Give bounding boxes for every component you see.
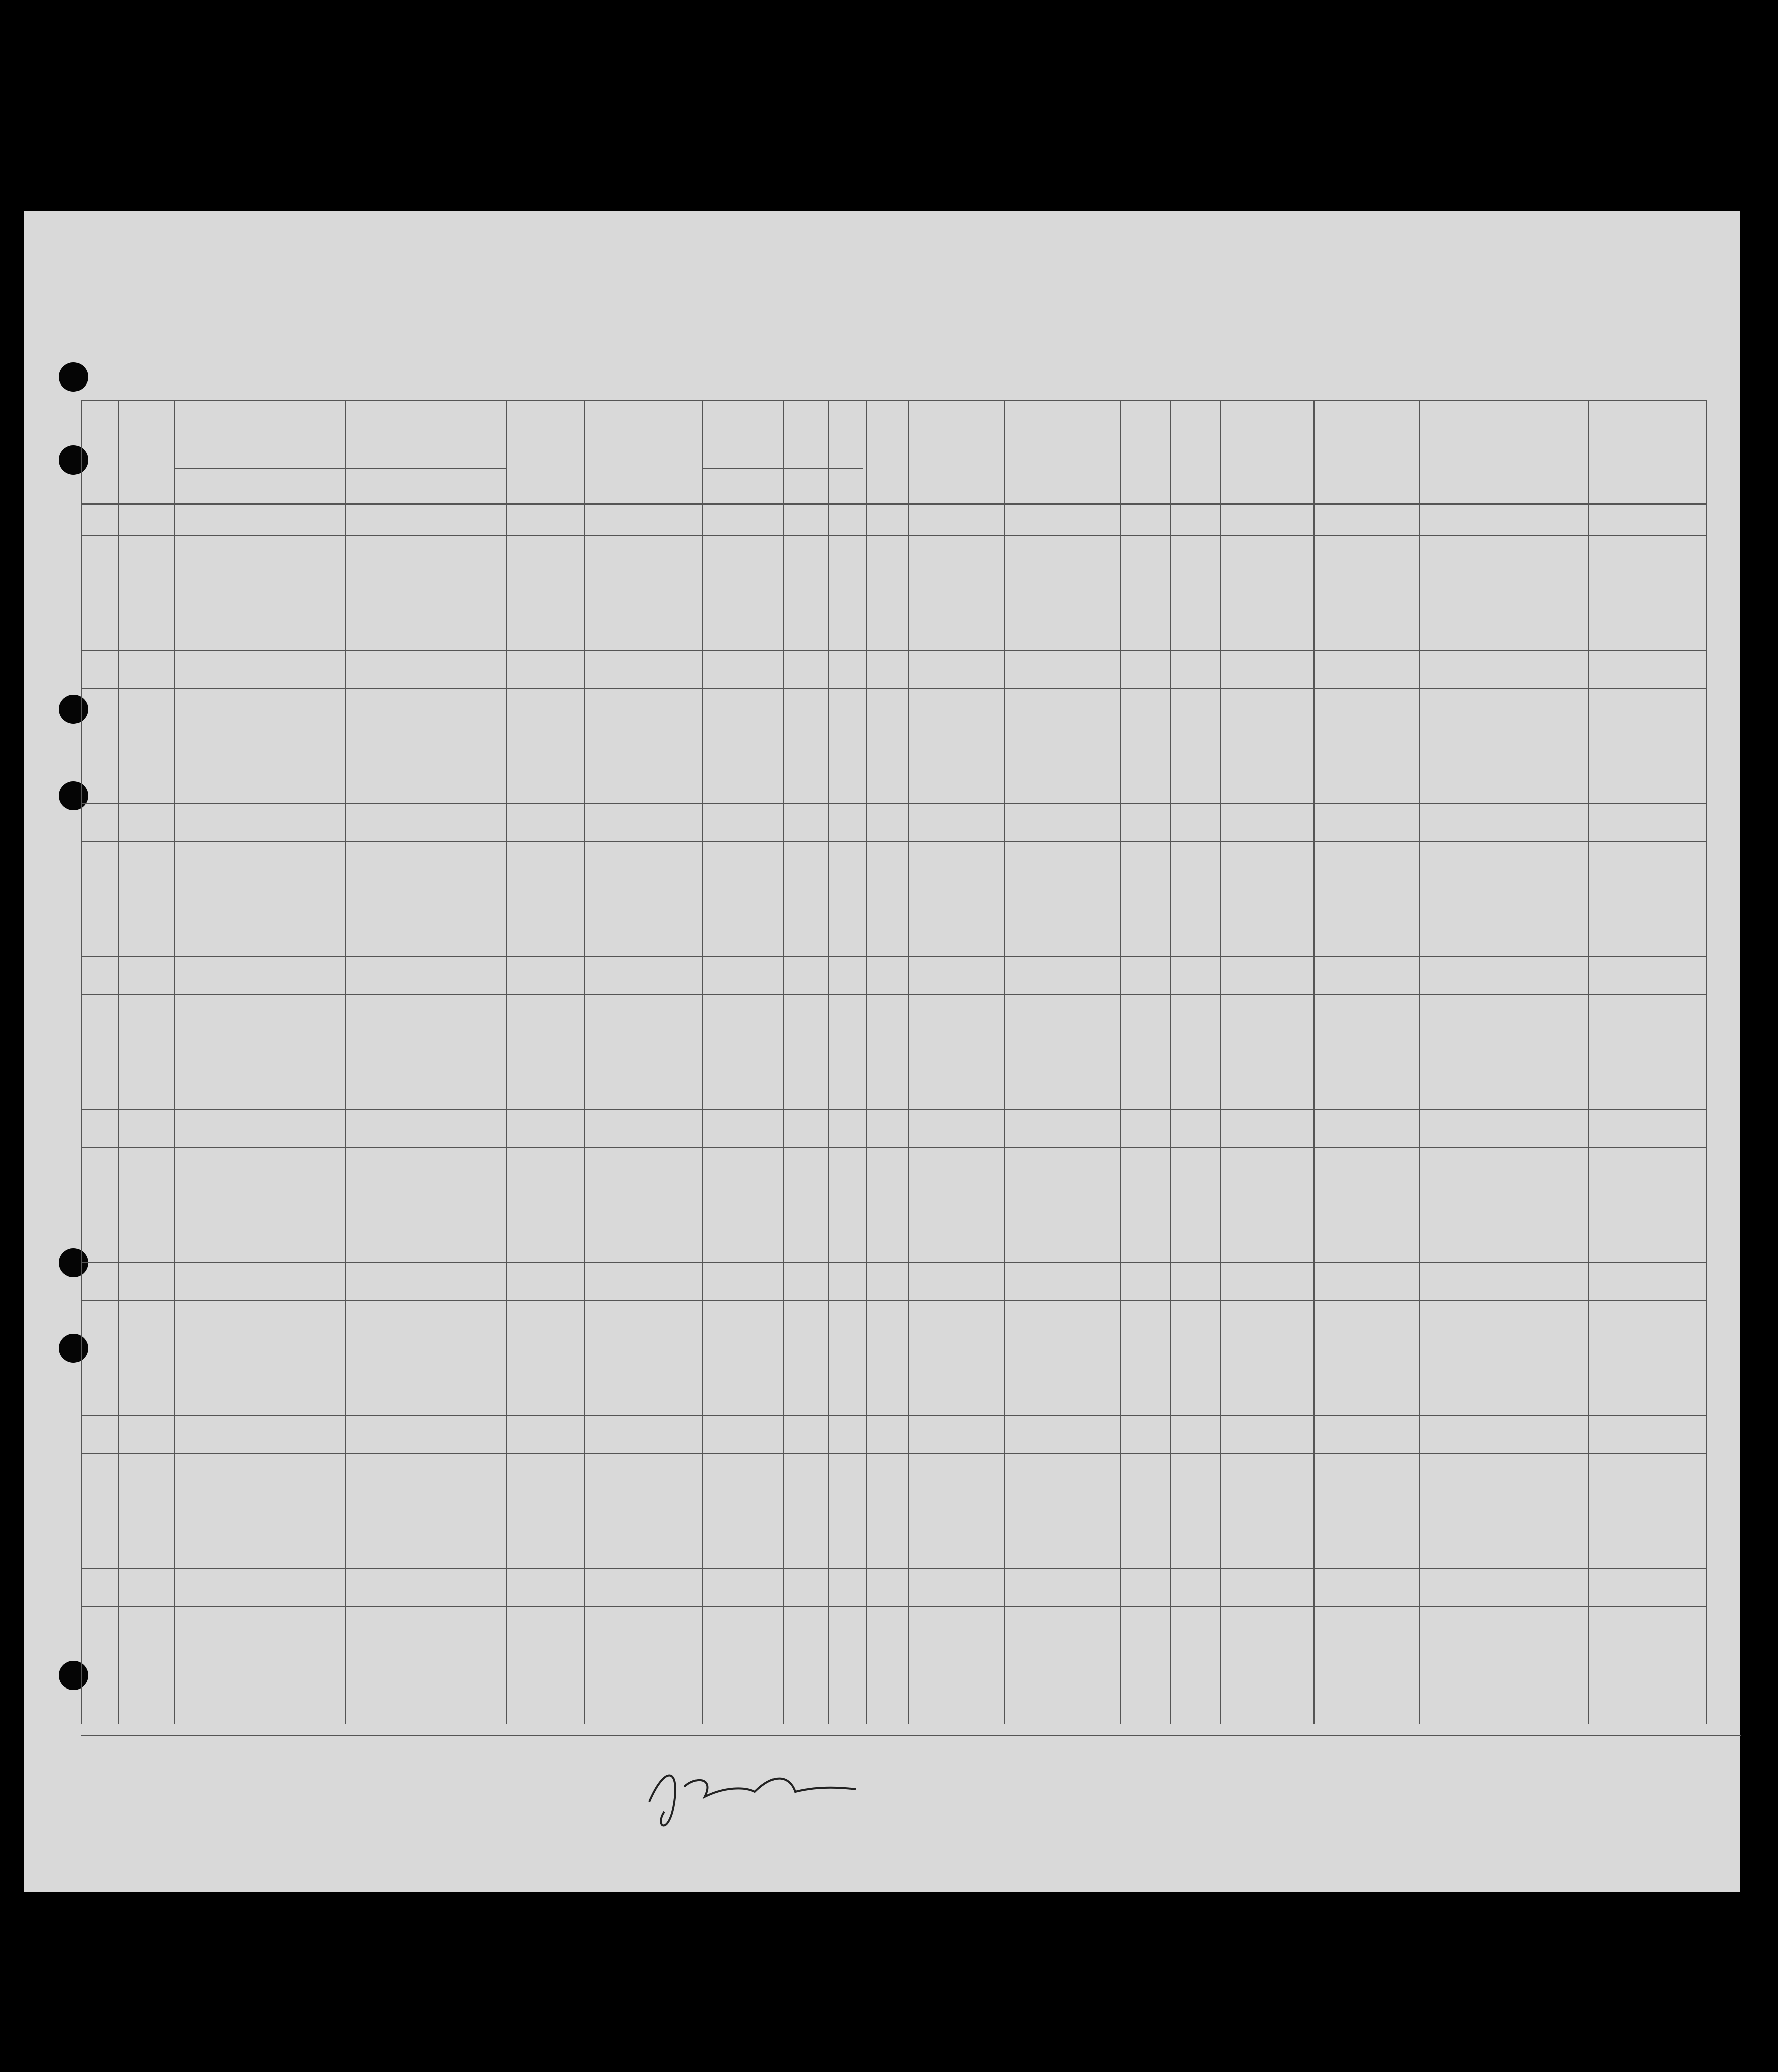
punch-hole [59, 781, 88, 810]
column-rule [702, 400, 703, 1724]
punch-hole [59, 695, 88, 724]
row-rule [81, 1109, 1706, 1110]
row-rule [81, 535, 1706, 536]
column-rule [584, 400, 585, 1724]
punch-hole [59, 1248, 88, 1277]
column-header [1220, 408, 1313, 410]
column-header [506, 408, 584, 410]
subheader-rule [174, 468, 506, 469]
row-rule [81, 1606, 1706, 1607]
footer-divider [81, 1735, 1741, 1736]
column-header [118, 408, 174, 410]
column-header [174, 408, 506, 410]
manifest-sheet [24, 211, 1740, 1892]
punch-hole [59, 445, 88, 475]
column-header [702, 408, 828, 410]
column-header [866, 408, 908, 410]
column-header [584, 408, 702, 410]
row-rule [81, 1300, 1706, 1301]
punch-hole [59, 1661, 88, 1690]
row-rule [81, 803, 1706, 804]
column-header [908, 408, 1004, 410]
column-header [1170, 408, 1220, 410]
column-rule [1706, 400, 1707, 1724]
column-header [828, 408, 866, 410]
column-rule [1313, 400, 1315, 1724]
column-rule [783, 400, 784, 1724]
agents-field [101, 1797, 116, 1814]
inspector-signature [644, 1756, 876, 1827]
subheader-rule [702, 468, 863, 469]
line-field [101, 1751, 116, 1765]
column-header [1588, 408, 1706, 410]
column-rule [908, 400, 909, 1724]
column-rule [866, 400, 867, 1724]
column-rule [174, 400, 175, 1724]
column-rule [118, 400, 119, 1724]
column-rule [1004, 400, 1005, 1724]
row-rule [81, 650, 1706, 651]
column-rule [506, 400, 507, 1724]
row-rule [81, 1568, 1706, 1569]
row-rule [81, 994, 1706, 995]
column-header [1120, 408, 1170, 410]
sheet-number [1471, 234, 1481, 248]
column-header [1419, 408, 1588, 410]
column-rule [81, 400, 82, 1724]
row-rule [81, 1415, 1706, 1416]
punch-hole [59, 1334, 88, 1363]
column-header [1004, 408, 1120, 410]
column-header [81, 408, 118, 410]
row-rule [81, 688, 1706, 689]
header-bottom-rule [81, 503, 1706, 505]
row-rule [81, 1262, 1706, 1263]
column-rule [1120, 400, 1121, 1724]
column-rule [345, 400, 346, 1724]
column-rule [1419, 400, 1420, 1724]
punch-hole [59, 362, 88, 392]
column-rule [1220, 400, 1221, 1724]
owners-field [101, 1774, 116, 1787]
column-header [1313, 408, 1419, 410]
column-rule [828, 400, 829, 1724]
row-rule [81, 1453, 1706, 1454]
column-rule [1170, 400, 1171, 1724]
column-rule [1588, 400, 1589, 1724]
header-top-rule [81, 400, 1706, 401]
row-rule [81, 841, 1706, 842]
voyage-line [156, 362, 376, 390]
row-rule [81, 956, 1706, 957]
row-rule [81, 1147, 1706, 1148]
